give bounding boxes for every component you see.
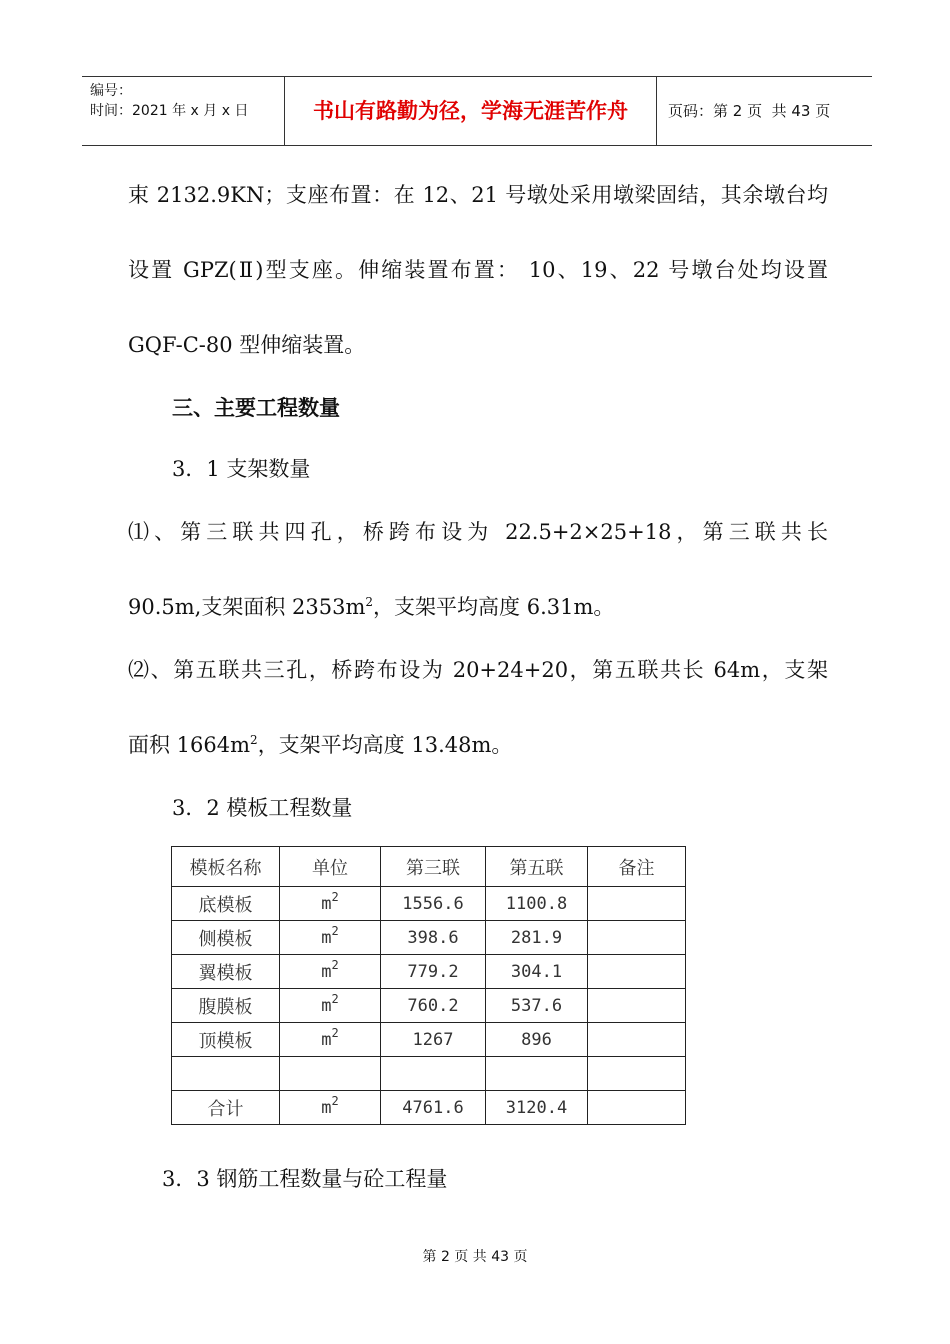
cell-note [588,921,686,955]
cell-name: 翼模板 [172,955,280,989]
subsection-heading: 3．2 模板工程数量 [172,796,353,820]
table-row-total [172,1091,686,1125]
subsection-heading: 3．1 支架数量 [172,457,311,481]
table-header-cell: 第五联 [486,847,588,887]
cell-name: 底模板 [172,887,280,921]
cell-name: 顶模板 [172,1023,280,1057]
text-run: ，支架平均高度 13.48m。 [257,733,513,757]
paragraph-line [128,730,828,760]
cell-third: 4761.6 [381,1091,486,1125]
unit-superscript: 2 [331,889,339,904]
table-row [172,955,686,989]
text-run: 面积 1664m [128,733,251,757]
table-row [172,989,686,1023]
cell-unit [280,989,381,1023]
cell-note [588,955,686,989]
cell-note [588,1091,686,1125]
cell-unit [280,1091,381,1125]
cell-unit [280,1023,381,1057]
paragraph-line: GQF-C-80 型伸缩装置。 [128,333,366,357]
table-row [172,921,686,955]
paragraph-line: 设置 GPZ(Ⅱ)型支座。伸缩装置布置： 10、19、22 号墩台处均设置 [128,258,828,282]
table-header-cell: 单位 [280,847,381,887]
cell-third: 760.2 [381,989,486,1023]
header-motto: 书山有路勤为径，学海无涯苦作舟 [313,99,628,123]
unit-base: m [321,1029,332,1050]
superscript: 2 [250,733,258,747]
cell-name: 腹膜板 [172,989,280,1023]
cell-note [588,887,686,921]
cell-third: 779.2 [381,955,486,989]
cell-fifth: 537.6 [486,989,588,1023]
cell-unit [280,887,381,921]
cell-note [588,1057,686,1091]
unit-base: m [321,927,332,948]
cell-unit [280,1057,381,1091]
table-row [172,1023,686,1057]
cell-name: 合计 [172,1091,280,1125]
page-footer: 第 2 页 共 43 页 [422,1249,528,1265]
table-row [172,887,686,921]
document-number-label: 编号： [90,83,132,99]
cell-fifth: 281.9 [486,921,588,955]
cell-fifth: 896 [486,1023,588,1057]
table-header-cell: 备注 [588,847,686,887]
cell-name: 侧模板 [172,921,280,955]
cell-unit [280,955,381,989]
table-header-cell: 第三联 [381,847,486,887]
page-info-text: 页码：第 2 页 共 43 页 [668,102,831,120]
section-heading: 三、主要工程数量 [172,395,340,420]
unit-base: m [321,995,332,1016]
unit-superscript: 2 [331,991,339,1006]
header-divider [656,77,657,145]
cell-fifth: 1100.8 [486,887,588,921]
unit-superscript: 2 [331,1025,339,1040]
unit-superscript: 2 [331,1093,339,1108]
table-header-row [172,847,686,887]
subsection-heading: 3．3 钢筋工程数量与砼工程量 [162,1167,448,1191]
cell-note [588,989,686,1023]
cell-fifth [486,1057,588,1091]
cell-third: 1556.6 [381,887,486,921]
cell-fifth: 3120.4 [486,1091,588,1125]
superscript: 2 [365,595,374,609]
cell-note [588,1023,686,1057]
unit-superscript: 2 [331,957,339,972]
cell-third: 1267 [381,1023,486,1057]
paragraph-line: 束 2132.9KN；支座布置：在 12、21 号墩处采用墩梁固结，其余墩台均 [128,183,828,207]
table-row-empty [172,1057,686,1091]
table-header-cell: 模板名称 [172,847,280,887]
document-date: 时间：2021 年 x 月 x 日 [90,103,249,119]
page-header [82,76,872,146]
paragraph-line [128,592,828,622]
paragraph-line: ⑴、第三联共四孔，桥跨布设为 22.5+2×25+18，第三联共长 [128,520,828,544]
cell-third [381,1057,486,1091]
cell-name [172,1057,280,1091]
unit-superscript: 2 [331,923,339,938]
cell-third: 398.6 [381,921,486,955]
header-meta [90,81,248,121]
text-run: ，支架平均高度 6.31m。 [373,595,615,619]
unit-base: m [321,893,332,914]
unit-base: m [321,961,332,982]
unit-base: m [321,1097,332,1118]
paragraph-line: ⑵、第五联共三孔，桥跨布设为 20+24+20，第五联共长 64m，支架 [128,658,828,682]
cell-unit [280,921,381,955]
header-page-info [668,77,830,145]
cell-fifth: 304.1 [486,955,588,989]
text-run: 90.5m,支架面积 2353m [128,595,366,619]
formwork-table [171,846,686,1125]
